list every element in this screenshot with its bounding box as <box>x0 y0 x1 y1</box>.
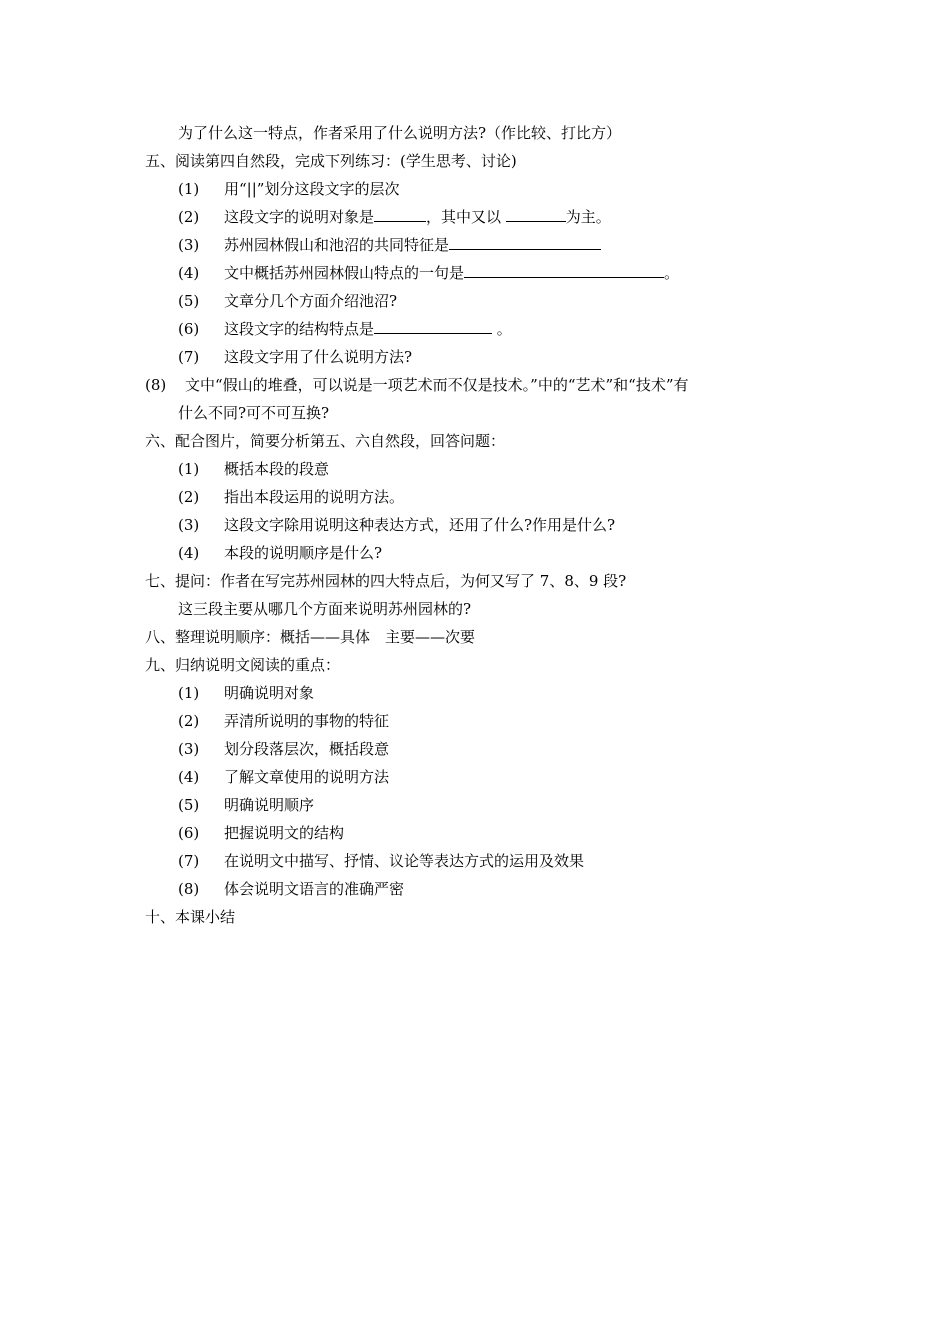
item-number: (2) <box>178 712 200 730</box>
s9-item-6 <box>178 823 344 843</box>
s5-item-8-continuation: 什么不同?可不可互换? <box>178 404 330 422</box>
s5-item-6 <box>178 319 512 339</box>
s9-item-5 <box>178 795 314 815</box>
item-number: (3) <box>178 516 200 534</box>
answer-blank[interactable] <box>374 319 492 334</box>
item-text: 明确说明对象 <box>224 684 315 702</box>
item-number: (2) <box>178 488 200 506</box>
item-text: 本段的说明顺序是什么? <box>224 544 383 562</box>
s9-item-1 <box>178 683 314 703</box>
item-text: 在说明文中描写、抒情、议论等表达方式的运用及效果 <box>224 852 585 870</box>
item-number: (1) <box>178 460 200 478</box>
intro-line: 为了什么这一特点，作者采用了什么说明方法?（作比较、打比方） <box>178 124 622 142</box>
answer-blank[interactable] <box>374 207 426 222</box>
s6-item-3 <box>178 515 615 535</box>
item-text: 明确说明顺序 <box>224 796 315 814</box>
item-text: 这段文字的说明对象是 <box>224 208 375 226</box>
s5-item-5 <box>178 291 397 311</box>
item-text: 了解文章使用的说明方法 <box>224 768 390 786</box>
section-8-heading: 八、整理说明顺序：概括——具体 主要——次要 <box>145 628 476 646</box>
item-text: 指出本段运用的说明方法。 <box>224 488 405 506</box>
s9-item-4 <box>178 767 389 787</box>
s9-item-2 <box>178 711 389 731</box>
s9-item-3 <box>178 739 389 759</box>
item-text: 划分段落层次，概括段意 <box>224 740 390 758</box>
item-text: 用“||”划分这段文字的层次 <box>224 180 400 198</box>
item-text-end: 为主。 <box>565 208 611 226</box>
s5-item-7 <box>178 347 412 367</box>
item-text-mid: ，其中又以 <box>426 208 506 226</box>
section-7-continuation: 这三段主要从哪几个方面来说明苏州园林的? <box>178 600 472 618</box>
item-text: 弄清所说明的事物的特征 <box>224 712 390 730</box>
s5-item-2 <box>178 207 611 227</box>
item-number: (2) <box>178 208 200 226</box>
answer-blank[interactable] <box>464 263 664 278</box>
item-text: 这段文字用了什么说明方法? <box>224 348 413 366</box>
section-10-heading: 十、本课小结 <box>145 908 236 926</box>
section-5-heading: 五、阅读第四自然段，完成下列练习：(学生思考、讨论) <box>145 152 517 170</box>
s6-item-1 <box>178 459 329 479</box>
item-number: (8) <box>145 376 167 394</box>
item-text: 把握说明文的结构 <box>224 824 345 842</box>
item-text: 这段文字的结构特点是 <box>224 320 375 338</box>
section-7-heading: 七、提问：作者在写完苏州园林的四大特点后，为何又写了 7、8、9 段? <box>145 572 627 590</box>
item-number: (1) <box>178 180 200 198</box>
s9-item-7 <box>178 851 584 871</box>
item-text: 文章分几个方面介绍池沼? <box>224 292 398 310</box>
item-number: (3) <box>178 236 200 254</box>
item-number: (6) <box>178 824 200 842</box>
item-number: (4) <box>178 768 200 786</box>
item-text: 文中“假山的堆叠，可以说是一项艺术而不仅是技术。”中的“艺术”和“技术”有 <box>185 376 689 394</box>
s6-item-4 <box>178 543 382 563</box>
item-text: 体会说明文语言的准确严密 <box>224 880 405 898</box>
item-number: (5) <box>178 796 200 814</box>
item-number: (7) <box>178 852 200 870</box>
section-9-heading: 九、归纳说明文阅读的重点： <box>145 656 341 674</box>
item-number: (8) <box>178 880 200 898</box>
s5-item-4 <box>178 263 679 283</box>
item-number: (6) <box>178 320 200 338</box>
item-number: (7) <box>178 348 200 366</box>
s6-item-2 <box>178 487 404 507</box>
s9-item-8 <box>178 879 404 899</box>
item-text: 苏州园林假山和池沼的共同特征是 <box>224 236 450 254</box>
item-number: (3) <box>178 740 200 758</box>
item-number: (5) <box>178 292 200 310</box>
item-text: 文中概括苏州园林假山特点的一句是 <box>224 264 465 282</box>
item-text: 概括本段的段意 <box>224 460 330 478</box>
s5-item-8 <box>145 375 689 395</box>
answer-blank[interactable] <box>449 235 601 250</box>
item-text-end: 。 <box>492 320 512 338</box>
item-text: 这段文字除用说明这种表达方式，还用了什么?作用是什么? <box>224 516 616 534</box>
section-6-heading: 六、配合图片，简要分析第五、六自然段，回答问题： <box>145 432 506 450</box>
answer-blank[interactable] <box>506 207 566 222</box>
item-number: (1) <box>178 684 200 702</box>
item-text-end: 。 <box>664 264 680 282</box>
item-number: (4) <box>178 544 200 562</box>
s5-item-1 <box>178 179 399 199</box>
s5-item-3 <box>178 235 601 255</box>
item-number: (4) <box>178 264 200 282</box>
